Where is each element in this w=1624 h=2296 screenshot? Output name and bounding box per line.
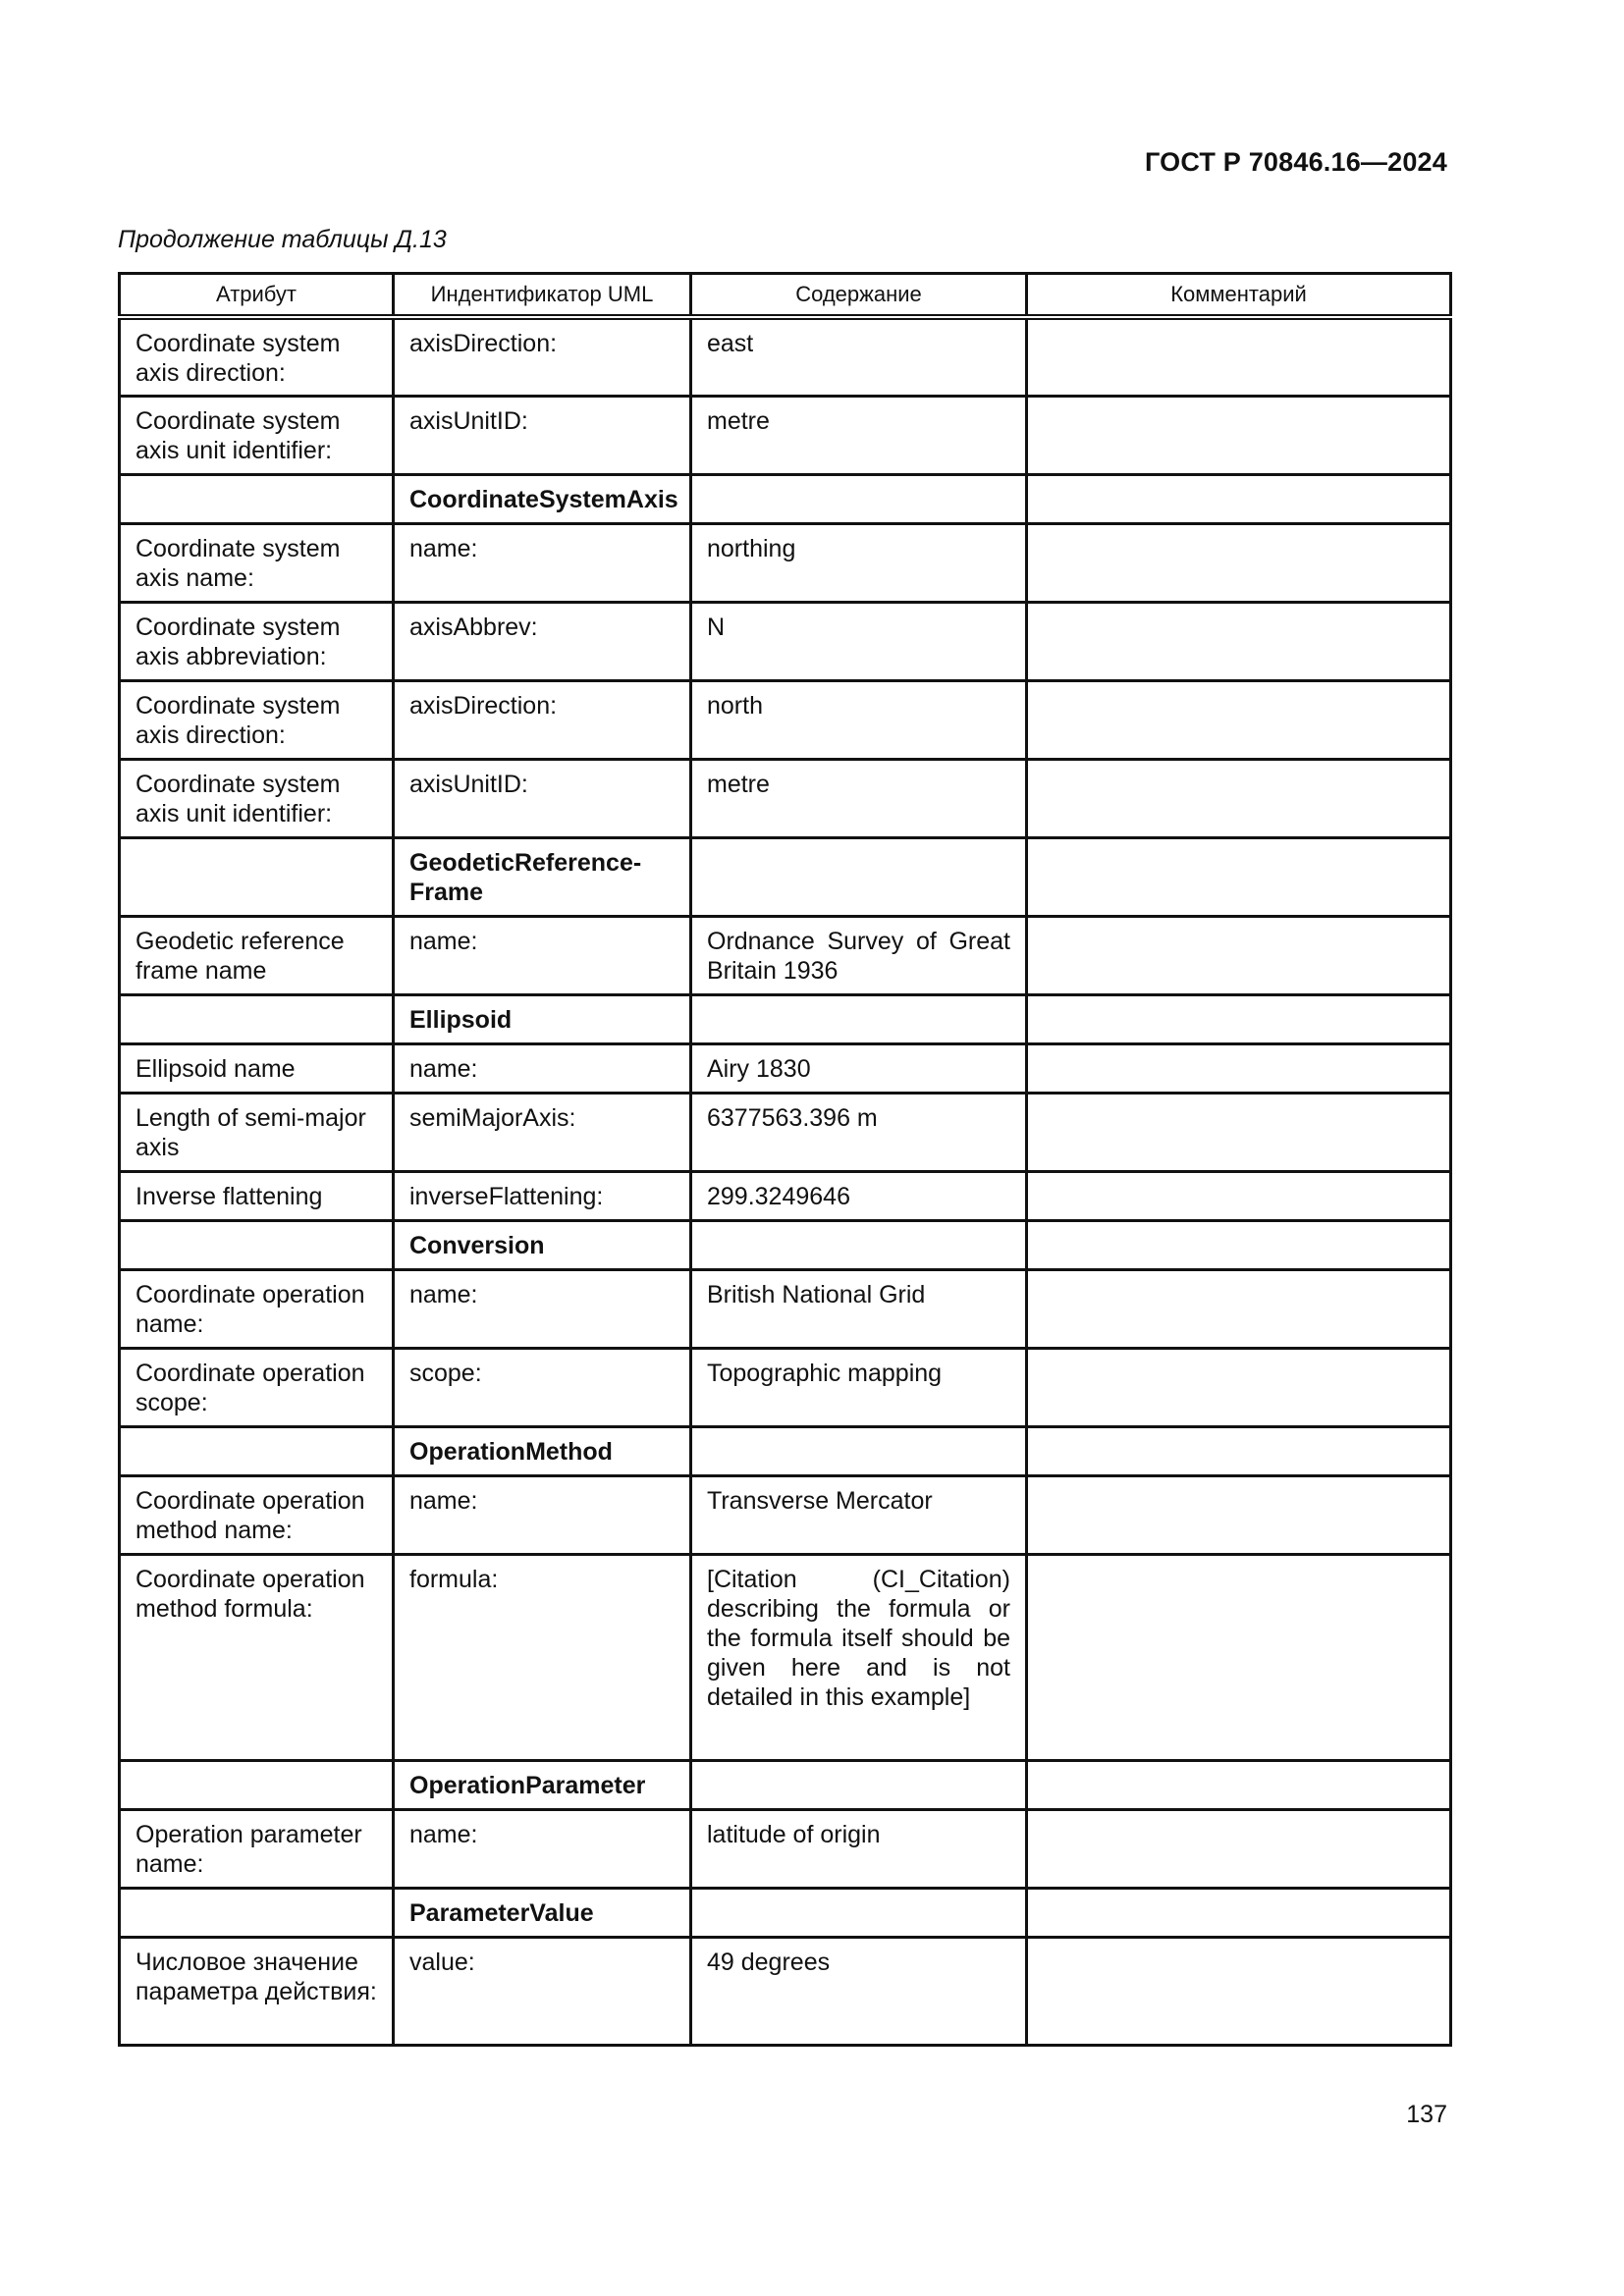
- attribute-cell: [120, 1888, 394, 1937]
- content-cell: [691, 1220, 1027, 1269]
- uml-identifier-cell: name:: [394, 1809, 691, 1888]
- comment-cell: [1027, 1043, 1451, 1093]
- content-cell: Ordnance Survey of Great Britain 1936: [691, 916, 1027, 994]
- class-heading-row: [120, 474, 1451, 523]
- table-row: [120, 1171, 1451, 1220]
- comment-cell: [1027, 837, 1451, 916]
- table-row: [120, 680, 1451, 759]
- uml-identifier-cell: name:: [394, 1269, 691, 1348]
- comment-cell: [1027, 1348, 1451, 1426]
- class-heading-row: [120, 1426, 1451, 1475]
- attribute-cell: [120, 994, 394, 1043]
- content-cell: 6377563.396 m: [691, 1093, 1027, 1171]
- uml-identifier-cell: axisUnitID:: [394, 396, 691, 474]
- class-name-cell: Ellipsoid: [394, 994, 691, 1043]
- content-cell: east: [691, 317, 1027, 396]
- class-heading-row: [120, 1760, 1451, 1809]
- comment-cell: [1027, 1093, 1451, 1171]
- uml-identifier-cell: semiMajorAxis:: [394, 1093, 691, 1171]
- comment-cell: [1027, 1888, 1451, 1937]
- attribute-cell: Geodetic reference frame name: [120, 916, 394, 994]
- table-row: [120, 1269, 1451, 1348]
- attribute-cell: Coordinate operation name:: [120, 1269, 394, 1348]
- table-caption: Продолжение таблицы Д.13: [118, 226, 447, 253]
- comment-cell: [1027, 1475, 1451, 1554]
- table-row: [120, 1809, 1451, 1888]
- column-header-content: Содержание: [691, 274, 1027, 318]
- comment-cell: [1027, 317, 1451, 396]
- attribute-cell: [120, 1220, 394, 1269]
- comment-cell: [1027, 680, 1451, 759]
- uml-identifier-cell: name:: [394, 1043, 691, 1093]
- uml-identifier-cell: name:: [394, 1475, 691, 1554]
- content-cell: N: [691, 602, 1027, 680]
- comment-cell: [1027, 759, 1451, 837]
- comment-cell: [1027, 1937, 1451, 2045]
- content-cell: metre: [691, 396, 1027, 474]
- uml-identifier-cell: axisDirection:: [394, 680, 691, 759]
- uml-identifier-cell: formula:: [394, 1554, 691, 1760]
- attribute-cell: [120, 1426, 394, 1475]
- content-cell: [691, 1888, 1027, 1937]
- table-row: [120, 1937, 1451, 2045]
- content-cell: northing: [691, 523, 1027, 602]
- attribute-cell: [120, 1760, 394, 1809]
- attribute-cell: Operation parameter name:: [120, 1809, 394, 1888]
- content-cell: British National Grid: [691, 1269, 1027, 1348]
- table-row: [120, 602, 1451, 680]
- uml-identifier-cell: axisDirection:: [394, 317, 691, 396]
- attribute-cell: Coordinate system axis unit identifier:: [120, 396, 394, 474]
- uml-identifier-cell: name:: [394, 523, 691, 602]
- class-name-cell: CoordinateSystemAxis: [394, 474, 691, 523]
- attribute-cell: Length of semi-major axis: [120, 1093, 394, 1171]
- content-cell: Airy 1830: [691, 1043, 1027, 1093]
- attribute-cell: Coordinate system axis name:: [120, 523, 394, 602]
- comment-cell: [1027, 523, 1451, 602]
- attribute-cell: Coordinate operation method formula:: [120, 1554, 394, 1760]
- attribute-cell: Coordinate operation scope:: [120, 1348, 394, 1426]
- attribute-cell: Coordinate system axis abbreviation:: [120, 602, 394, 680]
- content-cell: Transverse Mercator: [691, 1475, 1027, 1554]
- content-cell: [Citation (CI_Citation) describing the formula or the formula itself should be given here and is not detailed in this example]: [691, 1554, 1027, 1760]
- class-name-cell: OperationParameter: [394, 1760, 691, 1809]
- content-cell: [691, 994, 1027, 1043]
- class-name-cell: Conversion: [394, 1220, 691, 1269]
- attribute-cell: [120, 474, 394, 523]
- table-row: [120, 396, 1451, 474]
- table-row: [120, 317, 1451, 396]
- content-cell: latitude of origin: [691, 1809, 1027, 1888]
- content-cell: [691, 1760, 1027, 1809]
- table-row: [120, 523, 1451, 602]
- comment-cell: [1027, 602, 1451, 680]
- table-row: [120, 1475, 1451, 1554]
- class-heading-row: [120, 994, 1451, 1043]
- content-cell: [691, 1426, 1027, 1475]
- table-row: [120, 1348, 1451, 1426]
- attribute-cell: Coordinate operation method name:: [120, 1475, 394, 1554]
- class-heading-row: [120, 1888, 1451, 1937]
- page-number: 137: [1406, 2101, 1447, 2128]
- class-heading-row: [120, 837, 1451, 916]
- class-name-cell: OperationMethod: [394, 1426, 691, 1475]
- table-header-row: [120, 274, 1451, 318]
- attribute-cell: Coordinate system axis direction:: [120, 317, 394, 396]
- content-cell: 49 degrees: [691, 1937, 1027, 2045]
- column-header-attribute: Атрибут: [120, 274, 394, 318]
- content-cell: [691, 474, 1027, 523]
- comment-cell: [1027, 474, 1451, 523]
- content-cell: [691, 837, 1027, 916]
- attribute-cell: Coordinate system axis unit identifier:: [120, 759, 394, 837]
- attribute-cell: Числовое значение параметра действия:: [120, 1937, 394, 2045]
- uml-identifier-cell: axisAbbrev:: [394, 602, 691, 680]
- table-row: [120, 916, 1451, 994]
- content-cell: metre: [691, 759, 1027, 837]
- column-header-uml-identifier: Индентификатор UML: [394, 274, 691, 318]
- attribute-table: [118, 272, 1452, 2047]
- comment-cell: [1027, 1220, 1451, 1269]
- comment-cell: [1027, 1426, 1451, 1475]
- document-code: ГОСТ Р 70846.16—2024: [1145, 147, 1447, 177]
- attribute-cell: [120, 837, 394, 916]
- comment-cell: [1027, 916, 1451, 994]
- column-header-comment: Комментарий: [1027, 274, 1451, 318]
- uml-identifier-cell: axisUnitID:: [394, 759, 691, 837]
- attribute-cell: Ellipsoid name: [120, 1043, 394, 1093]
- attribute-cell: Coordinate system axis direction:: [120, 680, 394, 759]
- uml-identifier-cell: scope:: [394, 1348, 691, 1426]
- table-row: [120, 759, 1451, 837]
- comment-cell: [1027, 994, 1451, 1043]
- uml-identifier-cell: value:: [394, 1937, 691, 2045]
- table-row: [120, 1043, 1451, 1093]
- comment-cell: [1027, 1809, 1451, 1888]
- comment-cell: [1027, 1760, 1451, 1809]
- class-heading-row: [120, 1220, 1451, 1269]
- content-cell: 299.3249646: [691, 1171, 1027, 1220]
- content-cell: Topographic mapping: [691, 1348, 1027, 1426]
- class-name-cell: ParameterValue: [394, 1888, 691, 1937]
- comment-cell: [1027, 1269, 1451, 1348]
- class-name-cell: GeodeticReference-Frame: [394, 837, 691, 916]
- comment-cell: [1027, 1554, 1451, 1760]
- content-cell: north: [691, 680, 1027, 759]
- uml-identifier-cell: name:: [394, 916, 691, 994]
- comment-cell: [1027, 1171, 1451, 1220]
- comment-cell: [1027, 396, 1451, 474]
- uml-identifier-cell: inverseFlattening:: [394, 1171, 691, 1220]
- table-row: [120, 1093, 1451, 1171]
- table-row: [120, 1554, 1451, 1760]
- attribute-cell: Inverse flattening: [120, 1171, 394, 1220]
